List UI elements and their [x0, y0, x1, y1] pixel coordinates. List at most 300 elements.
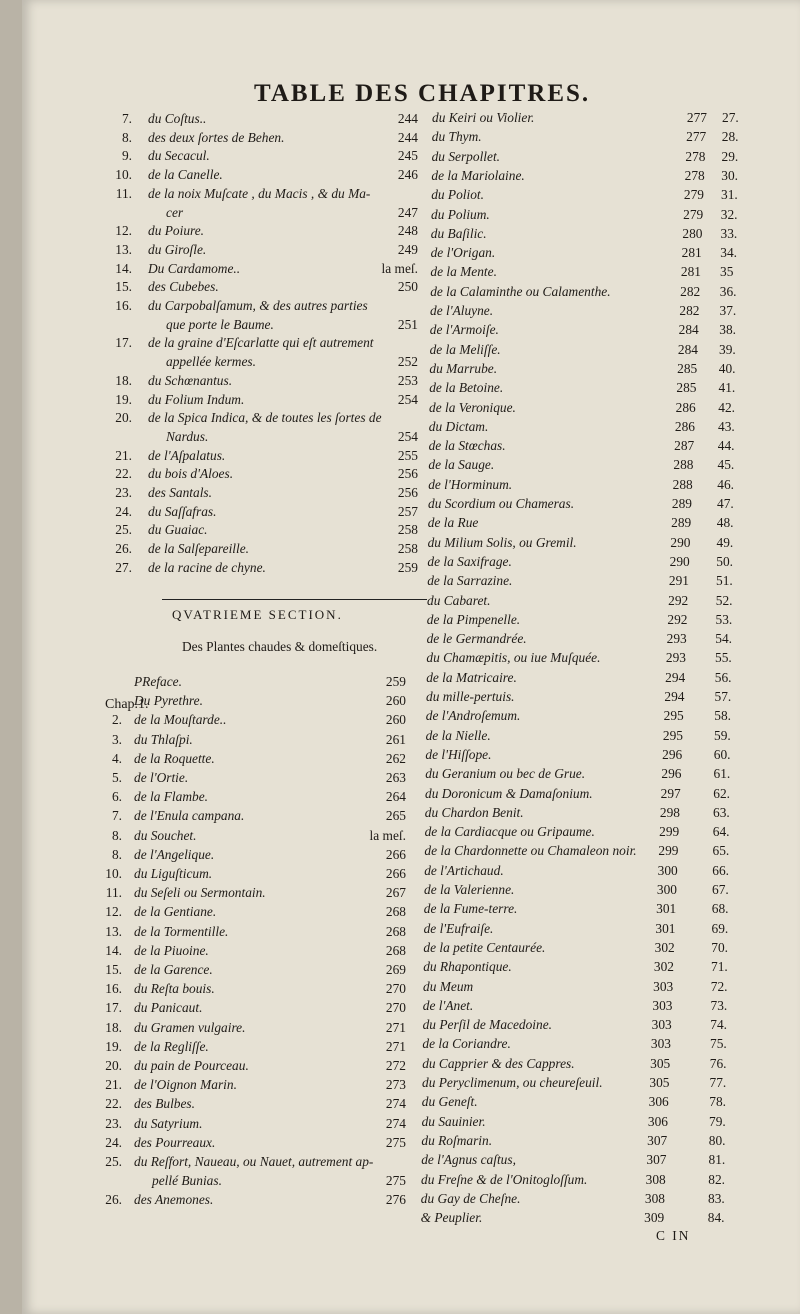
entry-page: 302	[654, 939, 675, 955]
entry-page: 275	[385, 1173, 406, 1189]
entry-number: 45.	[717, 457, 735, 473]
entry-title: de la Gentiane.	[134, 904, 217, 920]
entry-title: du Panicaut.	[134, 1000, 203, 1016]
entry-page: 259	[385, 674, 406, 689]
entry-title: du Folium Indum.	[148, 391, 245, 407]
entry-page: 308	[645, 1171, 666, 1187]
entry-title: du Cabaret.	[427, 592, 491, 608]
entry-page: 256	[397, 485, 418, 500]
entry-number: 54.	[715, 631, 732, 647]
entry-number: 19.	[115, 391, 132, 407]
entry-number: 52.	[715, 592, 733, 608]
entry-title: de l'Hiſſope.	[425, 746, 492, 762]
entry-page: 285	[677, 360, 698, 376]
entry-number: 3.	[111, 731, 122, 747]
entry-page: 282	[679, 303, 700, 318]
entry-number: 15.	[105, 962, 122, 977]
toc-entry	[22, 707, 800, 725]
toc-entry	[22, 727, 800, 745]
entry-page: la meſ.	[369, 827, 406, 843]
entry-page: 263	[385, 770, 406, 785]
entry-number: 43.	[718, 418, 735, 434]
entry-title: de la Matricaire.	[426, 669, 517, 685]
entry-number: 11.	[105, 885, 122, 901]
toc-entry	[22, 978, 800, 996]
entry-number: 73.	[710, 997, 728, 1013]
entry-number: 7.	[111, 808, 122, 824]
entry-page: 305	[650, 1055, 671, 1071]
entry-page: 309	[644, 1210, 665, 1226]
toc-entry	[22, 842, 800, 860]
section-heading: QVATRIEME SECTION.	[172, 607, 343, 622]
entry-page: 294	[664, 689, 685, 704]
entry-title: & Peuplier.	[420, 1210, 483, 1226]
entry-title: de la Sauge.	[428, 457, 495, 473]
entry-page: 258	[397, 522, 418, 538]
entry-page: 300	[657, 862, 678, 878]
entry-number: 60.	[713, 746, 731, 762]
entry-title: du Serpollet.	[431, 148, 501, 164]
entry-title: de la Mente.	[430, 264, 497, 280]
entry-title: Du Pyrethre.	[134, 693, 203, 709]
entry-title: de la Spica Indica, & de toutes les ſortes de	[148, 410, 382, 426]
entry-number: 20.	[105, 1058, 122, 1073]
entry-number: 71.	[711, 959, 728, 975]
entry-page: 289	[671, 496, 692, 511]
entry-page: 271	[385, 1019, 406, 1035]
entry-title: de la Regliſſe.	[134, 1038, 209, 1054]
entry-page: 293	[666, 631, 687, 647]
entry-title: du Polium.	[431, 206, 490, 222]
entry-page: 296	[661, 766, 682, 782]
entry-page: 264	[385, 789, 406, 805]
entry-number: 84.	[707, 1210, 725, 1226]
entry-page: 266	[385, 866, 406, 881]
entry-page: 267	[385, 885, 406, 901]
entry-number: 64.	[712, 824, 730, 840]
entry-page: 305	[649, 1075, 670, 1090]
entry-title: des deux ſortes de Behen.	[148, 129, 285, 145]
toc-entry	[22, 283, 800, 301]
entry-page: 247	[397, 204, 418, 220]
entry-number: 22.	[115, 466, 132, 482]
entry-title: cer	[166, 204, 184, 220]
entry-title: du Satyrium.	[134, 1115, 203, 1131]
entry-number: 72.	[710, 978, 728, 994]
entry-title: du Freſne & de l'Onitogloſſum.	[421, 1171, 588, 1187]
entry-number: 19.	[105, 1038, 122, 1054]
toc-entry	[22, 321, 800, 339]
entry-page: 281	[681, 245, 702, 261]
entry-number: 48.	[716, 515, 734, 531]
entry-number: 66.	[712, 862, 729, 878]
entry-title: du Chamæpitis, ou iue Muſquée.	[426, 650, 601, 666]
entry-number: 17.	[105, 1000, 122, 1016]
entry-page: 294	[665, 669, 686, 685]
entry-page: 274	[385, 1115, 406, 1131]
entry-title: du Milium Solis, ou Gremil.	[427, 534, 577, 550]
entry-title: de l'Ortie.	[134, 770, 189, 785]
entry-title: de l'Angelique.	[134, 846, 215, 862]
entry-number: 65.	[712, 843, 730, 859]
entry-number: 17.	[115, 335, 132, 351]
entry-number: 7.	[121, 111, 132, 126]
entry-title: du Liguſticum.	[134, 866, 213, 881]
entry-page: 244	[397, 111, 418, 126]
entry-title: de la Pimpenelle.	[426, 611, 521, 627]
toc-entry	[22, 862, 800, 880]
entry-page: 286	[675, 399, 696, 415]
entry-page: la meſ.	[381, 260, 418, 276]
entry-page: 268	[385, 942, 406, 958]
entry-number: 21.	[105, 1077, 122, 1093]
entry-number: 21.	[115, 447, 132, 463]
entry-title: du Poliot.	[431, 187, 485, 203]
entry-title: de l'Aſpalatus.	[148, 447, 226, 463]
entry-page: 253	[397, 372, 418, 388]
entry-page: 300	[656, 882, 677, 897]
entry-title: PReface.	[134, 674, 182, 689]
entry-page: 258	[397, 541, 418, 557]
toc-entry	[22, 611, 800, 629]
entry-page: 270	[385, 1000, 406, 1016]
toc-entry	[22, 263, 800, 281]
entry-page: 266	[385, 846, 406, 862]
entry-title: de la Rue	[427, 515, 479, 531]
entry-title: de l'Eufraiſe.	[423, 920, 494, 936]
toc-entry	[22, 167, 800, 185]
toc-entry	[22, 1171, 800, 1189]
entry-number: 33.	[720, 225, 738, 241]
entry-title: de la Sarrazine.	[427, 573, 513, 589]
toc-entry	[22, 553, 800, 571]
entry-number: 61.	[713, 766, 731, 782]
toc-entry	[22, 939, 800, 957]
entry-number: 42.	[718, 399, 735, 415]
entry-title: que porte le Baume.	[166, 316, 274, 332]
entry-page: 282	[680, 283, 701, 299]
entry-page: 261	[385, 731, 406, 747]
entry-title: des Bulbes.	[134, 1096, 195, 1112]
entry-title: de l'Aluyne.	[430, 303, 494, 318]
entry-title: du Geneſt.	[421, 1094, 478, 1110]
toc-entry	[22, 456, 800, 474]
entry-page: 281	[680, 264, 701, 280]
toc-entry	[22, 1016, 800, 1034]
entry-number: 69.	[711, 920, 729, 936]
entry-number: 9.	[121, 148, 132, 164]
entry-page: 295	[663, 708, 684, 724]
entry-number: 25.	[105, 1154, 122, 1169]
entry-number: 22.	[105, 1096, 122, 1112]
toc-entry	[22, 1132, 800, 1150]
entry-page: 268	[385, 904, 406, 920]
entry-number: 28.	[721, 129, 739, 145]
entry-title: de la racine de chyne.	[148, 559, 266, 575]
entry-number: 75.	[710, 1036, 727, 1052]
entry-page: 292	[667, 611, 688, 627]
entry-title: de la Nielle.	[425, 727, 491, 743]
toc-entry	[22, 476, 800, 494]
entry-title: du Roſmarin.	[421, 1132, 493, 1148]
entry-number: 4.	[111, 750, 122, 766]
entry-title: des Anemones.	[134, 1192, 214, 1208]
signature-mark: C IN	[656, 1228, 691, 1243]
entry-page: 262	[385, 750, 406, 766]
entry-title: du Reſfort, Naueau, ou Nauet, autrement ap-	[134, 1154, 374, 1169]
entry-title: de l'Origan.	[430, 245, 496, 261]
entry-number: 8.	[121, 129, 132, 145]
toc-entry	[22, 360, 800, 378]
toc-entry	[22, 1151, 800, 1169]
toc-entry	[22, 418, 800, 436]
entry-title: du bois d'Aloes.	[148, 466, 234, 482]
entry-page: 276	[385, 1192, 406, 1208]
toc-entry	[22, 785, 800, 803]
entry-number: 8.	[111, 846, 122, 862]
toc-entry	[22, 688, 800, 706]
entry-number: 34.	[720, 245, 737, 261]
entry-number: 55.	[715, 650, 732, 666]
entry-title: du Keiri ou Violier.	[432, 110, 535, 125]
entry-title: de la Valerienne.	[424, 882, 515, 897]
entry-title: du Seſeli ou Sermontain.	[134, 885, 266, 901]
entry-title: du Souchet.	[134, 827, 197, 843]
entry-number: 35	[720, 264, 734, 280]
entry-title: du Gay de Cheſne.	[420, 1190, 521, 1206]
entry-page: 275	[385, 1134, 406, 1150]
chapter-label: Chap.1.	[105, 697, 149, 712]
entry-number: 46.	[717, 476, 734, 492]
entry-number: 82.	[708, 1171, 725, 1187]
entry-title: de la Mariolaine.	[431, 167, 525, 183]
entry-page: 306	[648, 1094, 669, 1110]
entry-title: de l'Enula campana.	[134, 808, 245, 824]
entry-number: 62.	[713, 785, 730, 801]
entry-page: 299	[658, 843, 679, 859]
entry-page: 298	[659, 804, 680, 820]
entry-page: 301	[655, 920, 676, 936]
entry-title: du Poiure.	[148, 223, 205, 239]
entry-number: 80.	[708, 1132, 726, 1148]
entry-title: de la Cardiacque ou Gripaume.	[424, 824, 595, 840]
entry-number: 2.	[111, 712, 122, 728]
entry-title: du Reſta bouis.	[134, 981, 215, 997]
entry-page: 246	[397, 167, 418, 183]
entry-title: de l'Androſemum.	[425, 708, 521, 724]
entry-number: 76.	[709, 1055, 727, 1071]
entry-title: du Schœnantus.	[148, 372, 233, 388]
entry-number: 10.	[115, 167, 132, 183]
entry-page: 290	[669, 553, 690, 569]
entry-number: 23.	[105, 1115, 122, 1131]
entry-title: de la noix Muſcate , du Macis , & du Ma-	[148, 185, 371, 201]
toc-entry	[22, 514, 800, 532]
entry-page: 288	[672, 476, 693, 492]
entry-number: 36.	[719, 283, 737, 299]
entry-number: 39.	[719, 341, 736, 357]
toc-entry	[22, 1113, 800, 1131]
entry-page: 296	[662, 746, 683, 762]
entry-number: 25.	[115, 522, 132, 538]
entry-number: 16.	[105, 981, 122, 997]
entry-title: de la Mouſtarde..	[134, 712, 227, 728]
entry-title: du mille-pertuis.	[426, 689, 515, 704]
entry-page: 303	[650, 1036, 671, 1052]
entry-title: du Doronicum & Damaſonium.	[425, 785, 593, 801]
entry-title: de la Meliſſe.	[429, 341, 501, 357]
entry-page: 250	[397, 279, 418, 295]
entry-page: 279	[683, 187, 704, 203]
entry-number: 57.	[714, 689, 732, 704]
entry-title: de la Betoine.	[429, 380, 504, 396]
toc-entry	[22, 206, 800, 224]
toc-entry	[22, 900, 800, 918]
entry-page: 302	[653, 959, 674, 975]
entry-page: 289	[671, 515, 692, 531]
entry-title: des Santals.	[148, 485, 212, 500]
entry-title: du Giroſle.	[148, 241, 207, 257]
entry-number: 8.	[111, 827, 122, 843]
entry-page: 254	[397, 428, 418, 444]
entry-page: 301	[656, 901, 677, 917]
toc-entry	[22, 592, 800, 610]
section-subtitle: Des Plantes chaudes & domeſtiques.	[182, 639, 378, 654]
entry-title: de la Fume-terre.	[423, 901, 518, 917]
toc-entry	[22, 630, 800, 648]
entry-number: 51.	[716, 573, 733, 589]
entry-page: 292	[668, 592, 689, 608]
entry-title: de la graine d'Eſcarlatte qui eſt autrement	[148, 335, 374, 351]
entry-title: du Perſil de Macedoine.	[422, 1017, 552, 1033]
entry-page: 279	[683, 206, 704, 222]
entry-number: 83.	[708, 1190, 725, 1206]
entry-page: 293	[665, 650, 686, 666]
toc-entry	[22, 1035, 800, 1053]
entry-page: 307	[647, 1132, 668, 1148]
toc-entry	[22, 765, 800, 783]
entry-page: 260	[385, 712, 406, 728]
entry-number: 10.	[105, 866, 122, 881]
entry-title: de la Flambe.	[134, 789, 209, 805]
toc-entry	[22, 572, 800, 590]
entry-number: 50.	[716, 553, 733, 569]
entry-page: 278	[684, 167, 705, 183]
entry-title: du Capprier & des Cappres.	[422, 1055, 575, 1071]
entry-page: 248	[397, 223, 418, 239]
entry-number: 58.	[714, 708, 731, 724]
entry-number: 56.	[714, 669, 732, 685]
entry-title: de la Roquette.	[134, 750, 215, 766]
entry-title: pellé Bunias.	[152, 1173, 222, 1189]
toc-entry	[22, 1209, 800, 1227]
entry-number: 41.	[718, 380, 736, 396]
entry-title: des Cubebes.	[148, 279, 219, 295]
toc-entry	[22, 534, 800, 552]
entry-page: 295	[662, 727, 683, 743]
entry-page: 277	[686, 129, 707, 145]
toc-entry	[22, 1093, 800, 1111]
entry-number: 53.	[715, 611, 733, 627]
toc-entry	[22, 746, 800, 764]
entry-title: de la petite Centaurée.	[423, 939, 546, 955]
entry-page: 251	[397, 316, 418, 332]
entry-number: 18.	[115, 372, 132, 388]
entry-title: du Secacul.	[148, 148, 210, 164]
entry-number: 81.	[708, 1152, 726, 1168]
entry-number: 12.	[105, 904, 122, 920]
entry-title: de la Canelle.	[148, 167, 223, 183]
toc-entry	[22, 437, 800, 455]
entry-title: des Pourreaux.	[134, 1134, 216, 1150]
entry-page: 265	[385, 808, 406, 824]
entry-number: 44.	[717, 438, 735, 454]
entry-page: 255	[397, 447, 418, 463]
entry-title: du Gramen vulgaire.	[134, 1019, 246, 1035]
entry-title: du Baſilic.	[430, 225, 487, 241]
entry-page: 272	[385, 1058, 406, 1073]
entry-page: 307	[646, 1152, 667, 1168]
entry-page: 244	[397, 129, 418, 145]
entry-page: 259	[397, 559, 418, 575]
entry-title: de l'Oignon Marin.	[134, 1077, 237, 1093]
entry-number: 29.	[721, 148, 739, 164]
entry-number: 20.	[115, 410, 132, 426]
entry-title: du Geranium ou bec de Grue.	[425, 766, 586, 782]
entry-page: 285	[676, 380, 697, 396]
entry-number: 24.	[115, 503, 132, 519]
toc-entry	[22, 128, 800, 146]
entry-title: du Guaiac.	[148, 522, 208, 538]
entry-title: de la Calaminthe ou Calamenthe.	[430, 283, 611, 299]
entry-title: de la Salſepareille.	[148, 541, 250, 557]
entry-number: 79.	[709, 1113, 726, 1129]
entry-page: 274	[385, 1096, 406, 1112]
entry-page: 286	[674, 418, 695, 434]
entry-page: 297	[660, 785, 681, 801]
toc-entry	[22, 186, 800, 204]
entry-title: du Rhapontique.	[423, 959, 512, 975]
entry-title: de la Tormentille.	[134, 923, 229, 939]
entry-title: du Chardon Benit.	[424, 804, 524, 820]
entry-title: de la Chardonnette ou Chamaleon noir.	[424, 843, 637, 859]
toc-entry	[22, 881, 800, 899]
entry-number: 6.	[111, 789, 122, 805]
entry-title: du Dictam.	[428, 418, 489, 434]
entry-number: 32.	[720, 206, 738, 222]
entry-title: du Marrube.	[429, 360, 498, 376]
entry-title: de la Stœchas.	[428, 438, 506, 454]
entry-page: 303	[653, 978, 674, 994]
entry-number: 77.	[709, 1075, 727, 1090]
entry-number: 11.	[115, 185, 132, 201]
entry-title: du Sauinier.	[421, 1113, 486, 1129]
toc-entry	[22, 997, 800, 1015]
toc-entry	[22, 1074, 800, 1092]
entry-number: 78.	[709, 1094, 726, 1110]
toc-entry	[22, 958, 800, 976]
entry-title: du Saſſafras.	[148, 503, 217, 519]
entry-number: 13.	[105, 923, 122, 939]
page-header-title: TABLE DES CHAPITRES.	[254, 80, 591, 107]
entry-title: du Coſtus..	[148, 111, 207, 126]
entry-page: 269	[385, 962, 406, 977]
toc-entry	[22, 244, 800, 262]
entry-title: du Peryclimenum, ou cheureſeuil.	[422, 1075, 603, 1090]
entry-page: 270	[385, 981, 406, 997]
entry-title: de l'Horminum.	[428, 476, 513, 492]
entry-number: 14.	[115, 260, 132, 276]
